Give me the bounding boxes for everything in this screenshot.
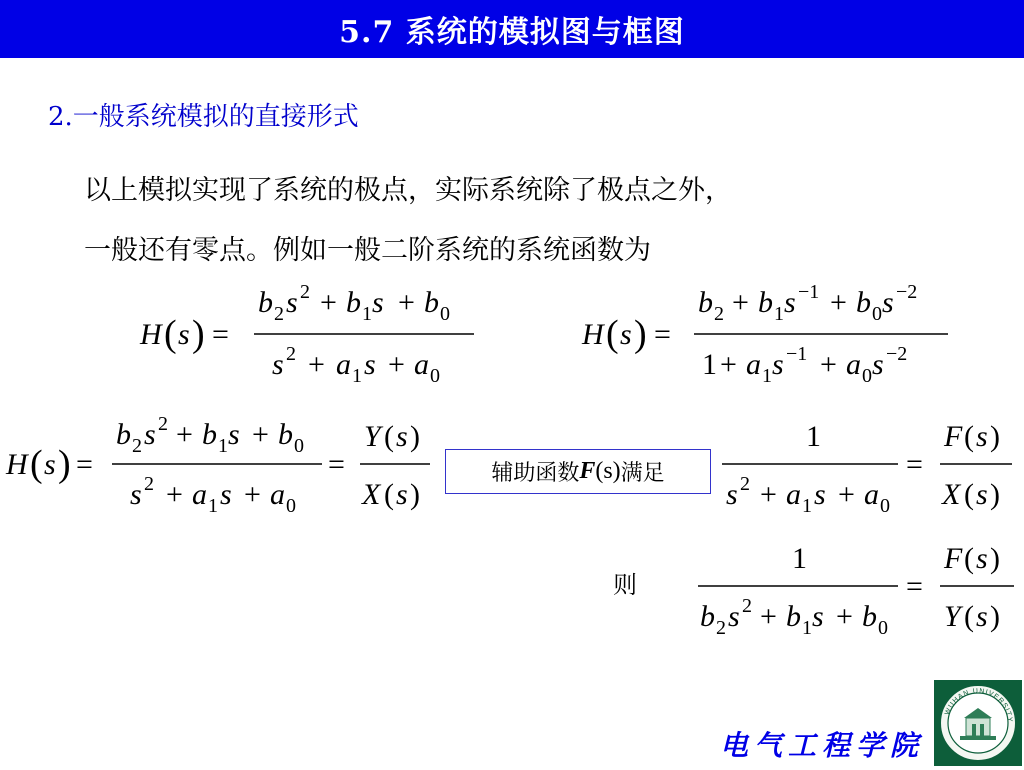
slide-title: 5.7 系统的模拟图与框图 <box>339 15 685 50</box>
svg-text:=: = <box>76 448 93 481</box>
equation-f-over-x <box>720 412 1020 527</box>
svg-text:b: b <box>856 286 871 319</box>
equation-h-s-equals-y-over-x <box>6 412 436 527</box>
svg-text:H: H <box>582 318 604 351</box>
svg-text:1: 1 <box>702 348 717 381</box>
note-variable-f: F <box>579 458 596 484</box>
svg-text:(: ( <box>964 478 974 511</box>
note-prefix: 辅助函数 <box>491 461 580 486</box>
svg-text:a: a <box>846 348 861 381</box>
svg-text:1: 1 <box>362 303 372 325</box>
svg-text:): ) <box>634 313 647 355</box>
svg-text:2: 2 <box>158 413 168 435</box>
svg-text:1: 1 <box>802 495 812 517</box>
svg-text:2: 2 <box>300 281 310 303</box>
svg-text:a: a <box>414 348 429 381</box>
svg-text:Y: Y <box>944 600 961 633</box>
svg-text:+: + <box>252 418 269 451</box>
svg-text:s: s <box>620 318 632 351</box>
svg-text:s: s <box>286 286 298 319</box>
svg-text:F: F <box>944 420 963 453</box>
svg-text:+: + <box>760 600 777 633</box>
paragraph-line-1: 以上模拟实现了系统的极点，实际系统除了极点之外， <box>84 175 732 206</box>
svg-text:0: 0 <box>880 495 890 517</box>
svg-text:b: b <box>346 286 361 319</box>
svg-text:): ) <box>410 478 420 511</box>
footer-school-name: 电气工程学院 <box>720 729 925 762</box>
section-heading: 2.一般系统模拟的直接形式 <box>48 102 359 132</box>
svg-text:): ) <box>990 478 1000 511</box>
svg-text:0: 0 <box>872 303 882 325</box>
svg-text:2: 2 <box>144 473 154 495</box>
svg-text:2: 2 <box>274 303 284 325</box>
svg-text:+: + <box>166 478 183 511</box>
svg-text:=: = <box>328 448 345 481</box>
svg-text:=: = <box>654 318 671 351</box>
svg-text:1: 1 <box>352 365 362 387</box>
equation-h-s-negative-powers <box>582 282 962 397</box>
svg-text:=: = <box>906 570 923 603</box>
svg-text:WUHAN UNIVERSITY: WUHAN UNIVERSITY <box>944 687 1014 724</box>
svg-text:s: s <box>272 348 284 381</box>
svg-text:=: = <box>212 318 229 351</box>
svg-text:0: 0 <box>878 617 888 639</box>
svg-text:s: s <box>44 448 56 481</box>
svg-text:+: + <box>176 418 193 451</box>
university-logo <box>934 680 1022 766</box>
svg-text:s: s <box>872 348 884 381</box>
svg-text:b: b <box>698 286 713 319</box>
svg-text:s: s <box>228 418 240 451</box>
svg-text:1: 1 <box>218 435 228 457</box>
svg-text:s: s <box>812 600 824 633</box>
svg-text:(: ( <box>606 313 619 355</box>
svg-text:2: 2 <box>742 595 752 617</box>
svg-text:s: s <box>976 478 988 511</box>
svg-text:b: b <box>202 418 217 451</box>
svg-text:2: 2 <box>714 303 724 325</box>
svg-text:(: ( <box>964 600 974 633</box>
svg-text:−2: −2 <box>896 281 918 303</box>
svg-text:s: s <box>728 600 740 633</box>
svg-text:2: 2 <box>132 435 142 457</box>
svg-text:+: + <box>398 286 415 319</box>
svg-text:+: + <box>836 600 853 633</box>
svg-text:s: s <box>784 286 796 319</box>
paragraph-line-2: 一般还有零点。例如一般二阶系统的系统函数为 <box>84 235 651 266</box>
svg-text:): ) <box>990 420 1000 453</box>
note-argument: (s) <box>595 458 621 484</box>
svg-text:(: ( <box>164 313 177 355</box>
svg-text:): ) <box>990 600 1000 633</box>
svg-text:s: s <box>882 286 894 319</box>
svg-text:1: 1 <box>762 365 772 387</box>
svg-text:(: ( <box>964 542 974 575</box>
svg-text:+: + <box>820 348 837 381</box>
svg-text:): ) <box>410 420 420 453</box>
svg-text:+: + <box>388 348 405 381</box>
svg-text:a: a <box>192 478 207 511</box>
svg-text:s: s <box>814 478 826 511</box>
then-label: 则 <box>613 571 637 599</box>
svg-text:a: a <box>336 348 351 381</box>
svg-text:0: 0 <box>294 435 304 457</box>
svg-text:b: b <box>424 286 439 319</box>
svg-text:1: 1 <box>208 495 218 517</box>
svg-text:+: + <box>732 286 749 319</box>
svg-text:s: s <box>144 418 156 451</box>
svg-text:1: 1 <box>792 542 807 575</box>
svg-text:s: s <box>130 478 142 511</box>
svg-text:s: s <box>976 600 988 633</box>
svg-text:X: X <box>942 478 961 511</box>
svg-text:1: 1 <box>806 420 821 453</box>
svg-text:b: b <box>758 286 773 319</box>
svg-text:): ) <box>990 542 1000 575</box>
svg-text:a: a <box>786 478 801 511</box>
svg-text:b: b <box>278 418 293 451</box>
svg-text:s: s <box>976 542 988 575</box>
svg-text:a: a <box>270 478 285 511</box>
svg-text:b: b <box>258 286 273 319</box>
svg-text:a: a <box>746 348 761 381</box>
svg-text:F: F <box>944 542 963 575</box>
svg-text:(: ( <box>384 478 394 511</box>
svg-text:0: 0 <box>440 303 450 325</box>
svg-text:s: s <box>220 478 232 511</box>
svg-text:b: b <box>862 600 877 633</box>
svg-text:+: + <box>244 478 261 511</box>
svg-text:+: + <box>830 286 847 319</box>
svg-text:): ) <box>58 443 71 485</box>
svg-text:+: + <box>838 478 855 511</box>
svg-text:1: 1 <box>774 303 784 325</box>
equation-f-over-y <box>698 534 1020 649</box>
svg-text:2: 2 <box>286 343 296 365</box>
svg-text:b: b <box>116 418 131 451</box>
svg-text:s: s <box>372 286 384 319</box>
svg-text:−1: −1 <box>786 343 808 365</box>
svg-text:+: + <box>760 478 777 511</box>
svg-text:): ) <box>192 313 205 355</box>
svg-text:−1: −1 <box>798 281 820 303</box>
svg-text:(: ( <box>30 443 43 485</box>
svg-text:a: a <box>864 478 879 511</box>
svg-text:−2: −2 <box>886 343 908 365</box>
slide-title-bar <box>0 0 1024 58</box>
svg-text:H: H <box>6 448 28 481</box>
svg-text:s: s <box>178 318 190 351</box>
svg-text:s: s <box>396 420 408 453</box>
svg-text:2: 2 <box>740 473 750 495</box>
svg-text:+: + <box>720 348 737 381</box>
svg-text:s: s <box>726 478 738 511</box>
equation-h-s-positive-powers <box>140 282 490 397</box>
svg-text:(: ( <box>384 420 394 453</box>
svg-text:0: 0 <box>862 365 872 387</box>
svg-text:b: b <box>700 600 715 633</box>
svg-text:s: s <box>976 420 988 453</box>
svg-text:=: = <box>906 448 923 481</box>
svg-text:(: ( <box>964 420 974 453</box>
svg-text:2: 2 <box>716 617 726 639</box>
svg-text:0: 0 <box>286 495 296 517</box>
svg-text:+: + <box>308 348 325 381</box>
svg-text:X: X <box>362 478 381 511</box>
svg-text:s: s <box>364 348 376 381</box>
svg-text:1: 1 <box>802 617 812 639</box>
auxiliary-function-note <box>445 449 711 494</box>
svg-text:H: H <box>140 318 162 351</box>
note-suffix: 满足 <box>620 461 665 486</box>
svg-text:s: s <box>396 478 408 511</box>
svg-text:+: + <box>320 286 337 319</box>
svg-text:b: b <box>786 600 801 633</box>
university-seal-icon <box>934 680 1022 766</box>
svg-text:0: 0 <box>430 365 440 387</box>
svg-text:s: s <box>772 348 784 381</box>
svg-text:Y: Y <box>364 420 381 453</box>
